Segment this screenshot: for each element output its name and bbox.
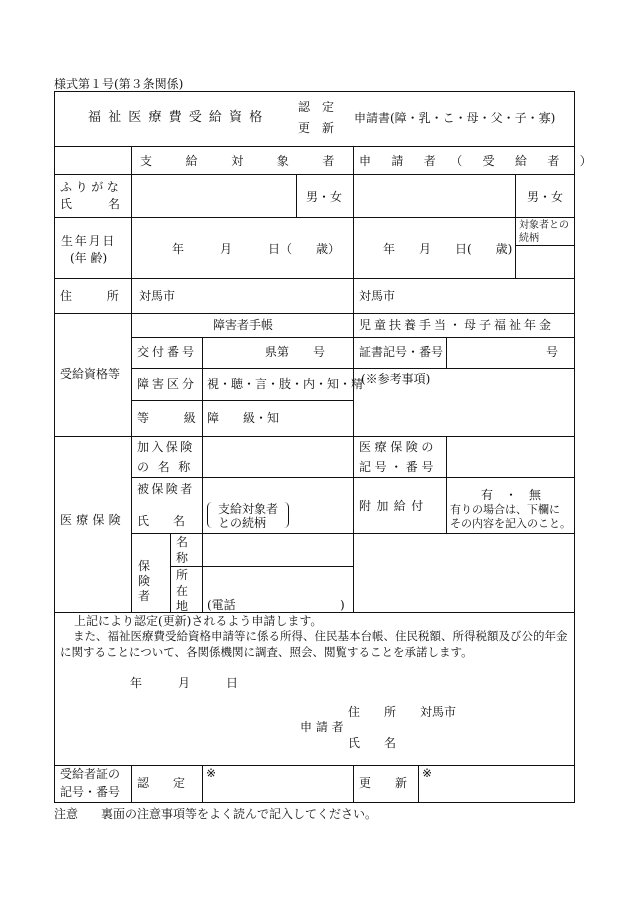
cert-label-1: 受給者証の — [60, 767, 121, 781]
rule — [170, 533, 171, 612]
rule — [54, 765, 575, 766]
rule — [446, 436, 447, 533]
holder-address: 所在地 — [176, 568, 189, 614]
rule — [353, 765, 354, 802]
declaration-name-label: 氏 名 — [348, 736, 397, 750]
frame-right — [574, 91, 575, 802]
cert-label-2: 記号・番号 — [60, 785, 121, 799]
rule — [418, 765, 419, 802]
title-nintei: 認 定 — [298, 100, 335, 114]
koshin-label: 更 新 — [359, 776, 408, 790]
birth-value-subject: 年 月 日（ 歳） — [172, 242, 341, 256]
pension-label: 児童扶養手当・母子福祉年金 — [359, 318, 555, 332]
cert-no-value: 号 — [546, 345, 559, 359]
birth-value-applicant: 年 月 日( 歳) — [383, 242, 513, 256]
eligibility-label: 受給資格等 — [60, 367, 121, 381]
grade-label: 等 級 — [137, 411, 200, 425]
category-value: 視・聴・言・肢・内・知・精 — [207, 377, 364, 391]
gender-subject: 男・女 — [306, 190, 343, 204]
cert-no-label: 証書記号・番号 — [359, 345, 444, 359]
form-number: 様式第１号(第３条関係) — [54, 77, 184, 91]
rule — [131, 400, 353, 401]
age-label: (年 齢) — [70, 251, 108, 265]
grade-value: 障 級・知 — [207, 411, 280, 425]
koshin-mark: ※ — [422, 766, 433, 780]
declaration-applicant: 申 請 者 — [300, 720, 344, 734]
declaration-addr-label: 住 所 — [348, 705, 397, 719]
address-label: 住 所 — [60, 289, 123, 303]
title-suffix: 申請書(障・乳・こ・母・父・子・寡) — [354, 111, 556, 125]
rule — [515, 245, 575, 246]
rule — [515, 217, 516, 278]
nintei-mark: ※ — [206, 766, 217, 780]
rule — [54, 436, 575, 437]
declaration-addr-value: 対馬市 — [420, 705, 457, 719]
additional-label: 附加給付 — [359, 499, 429, 513]
holder-name: 名称 — [176, 535, 189, 565]
rule — [202, 533, 203, 612]
rule — [54, 278, 575, 279]
handbook-label: 障害者手帳 — [213, 318, 274, 332]
rule — [131, 146, 132, 612]
rule — [131, 765, 132, 802]
yes-no: 有 ・ 無 — [481, 488, 542, 502]
rule — [54, 217, 575, 218]
rule — [170, 566, 353, 567]
declaration-line3: に関することについて、各関係機関に調査、照会、閲覧することを承諾します。 — [60, 645, 473, 659]
plan-name-1: 加入保険 — [137, 440, 195, 454]
insured-1: 被保険者 — [137, 482, 195, 496]
notice-label: 注意 — [54, 807, 79, 821]
notice-text: 裏面の注意事項等をよく読んで記入してください。 — [101, 807, 378, 821]
issue-no-label: 交付番号 — [137, 345, 198, 359]
med-ins-2: 記号・番号 — [359, 460, 438, 474]
frame-top — [54, 91, 575, 92]
insurance-label: 医療保険 — [60, 513, 125, 527]
nintei-label: 認 定 — [137, 776, 186, 790]
rule — [202, 436, 203, 533]
declaration-date: 年 月 日 — [130, 676, 239, 690]
birth-label: 生年月日 — [61, 234, 117, 248]
category-label: 障害区分 — [137, 377, 198, 391]
med-ins-1: 医療保険の — [359, 440, 438, 454]
relation-label: 対象者との続柄 — [519, 220, 569, 244]
phone-open: (電話 — [207, 598, 236, 612]
title-main: 福祉医療費受給資格 — [88, 110, 270, 125]
address-applicant: 対馬市 — [359, 289, 396, 303]
rule — [296, 174, 297, 217]
furigana-label: ふりがな — [60, 180, 123, 194]
rule — [202, 337, 203, 436]
frame-left — [54, 91, 55, 802]
rule — [202, 765, 203, 802]
col-applicant: 申 請 者 （ 受 給 者 ） — [359, 154, 597, 168]
declaration-line1: 上記により認定(更新)されるよう申請します。 — [74, 614, 323, 628]
note-2: その内容を記入のこと。 — [450, 517, 571, 530]
frame-bottom — [54, 802, 575, 803]
note-1: 有りの場合は、下欄に — [450, 503, 560, 516]
gender-applicant: 男・女 — [527, 190, 564, 204]
rule — [54, 174, 575, 175]
rule — [54, 612, 575, 613]
issue-no-value: 県第 号 — [265, 345, 326, 359]
relation-1: 支給対象者 — [218, 502, 279, 516]
plan-name-2: の 名 称 — [137, 460, 193, 474]
relation-2: との続柄 — [218, 516, 267, 530]
rule — [54, 313, 575, 314]
address-subject: 対馬市 — [139, 289, 176, 303]
phone-close: ) — [340, 598, 345, 612]
rule — [446, 337, 447, 368]
holder-label: 保険者 — [138, 559, 151, 603]
rule — [54, 146, 575, 147]
col-subject: 支 給 対 象 者 — [140, 154, 346, 168]
name-label: 氏 名 — [60, 197, 121, 211]
declaration-line2: また、福祉医療費受給資格申請等に係る所得、住民基本台帳、住民税額、所得税額及び公的年金 — [73, 629, 568, 643]
rule — [515, 174, 516, 217]
insured-2: 氏 名 — [137, 514, 186, 528]
reference-label: (※参考事項) — [361, 372, 431, 386]
title-koshin: 更 新 — [298, 121, 335, 135]
